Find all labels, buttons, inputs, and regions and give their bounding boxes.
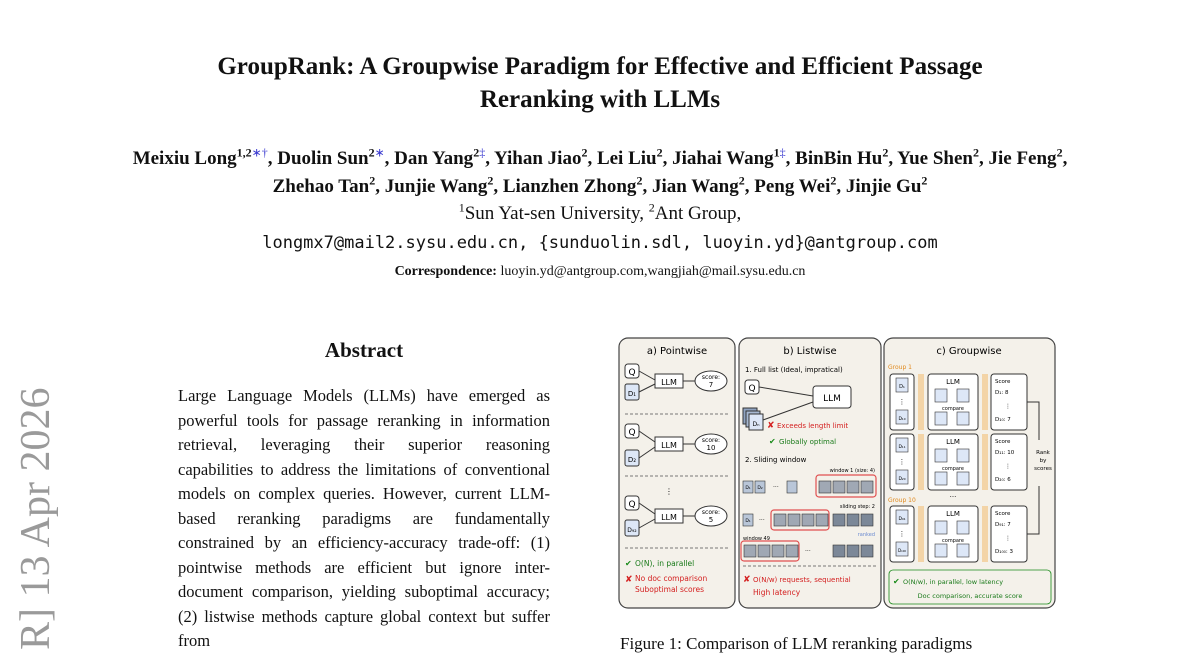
title-line-2: Reranking with LLMs bbox=[479, 86, 721, 113]
author-affil-sup: 2 bbox=[581, 145, 588, 160]
author-affil-sup: 2 bbox=[972, 145, 979, 160]
doc-tile-label: D₂ bbox=[757, 486, 763, 491]
svg-text:⋮: ⋮ bbox=[1005, 463, 1011, 470]
llm-label: LLM bbox=[661, 441, 677, 450]
check-icon: ✔ bbox=[769, 437, 776, 446]
paper-title bbox=[0, 50, 1200, 116]
ellipsis: ··· bbox=[773, 484, 779, 491]
listwise-sub-2: 2. Sliding window bbox=[745, 456, 807, 464]
doc-label: D₉₂ bbox=[627, 527, 637, 534]
author-affil-sup: 2 bbox=[368, 145, 375, 160]
rank-label-2: by bbox=[1039, 458, 1047, 464]
author-name: Jian Wang bbox=[651, 176, 739, 197]
author-name: Zhehao Tan bbox=[272, 176, 370, 197]
panel-a-title: a) Pointwise bbox=[646, 346, 708, 357]
group-doc-bottom: D₂₀ bbox=[898, 477, 906, 482]
query-label: Q bbox=[748, 384, 756, 394]
affil-org-1: Sun Yat-sen University, bbox=[464, 203, 649, 224]
doc-tile-label: D₁ bbox=[745, 519, 751, 524]
query-label: Q bbox=[628, 368, 636, 378]
svg-text:⋮: ⋮ bbox=[1005, 535, 1011, 542]
score-header: Score bbox=[995, 439, 1011, 445]
author-affil-sup: 2 bbox=[882, 145, 889, 160]
correspondence-emails: luoyin.yd@antgroup.com,wangjiah@mail.sysu.edu.cn bbox=[496, 264, 806, 279]
score-line-b: D₁₀: 7 bbox=[995, 417, 1011, 423]
score-label: score: bbox=[701, 509, 721, 516]
doc-label: D₁ bbox=[627, 390, 637, 398]
group-doc-top: D₁ bbox=[899, 384, 905, 390]
svg-text:⋮: ⋮ bbox=[898, 530, 906, 538]
check-icon: ✔ bbox=[893, 577, 900, 586]
affiliations bbox=[0, 200, 1200, 225]
window-49-label: window 49 bbox=[743, 536, 770, 542]
figure-caption: Figure 1: Comparison of LLM reranking paradigms bbox=[620, 634, 973, 653]
score-line-b: D₂₀: 6 bbox=[995, 477, 1011, 483]
llm-label: LLM bbox=[823, 394, 841, 404]
rank-label-1: Rank bbox=[1036, 450, 1050, 456]
author-name: Jiahai Wang bbox=[672, 148, 774, 169]
ellipsis: ··· bbox=[949, 493, 957, 501]
author-affil-sup: 2 bbox=[1056, 145, 1063, 160]
author-mark: ‡ bbox=[479, 145, 486, 160]
global-label: Globally optimal bbox=[779, 438, 837, 446]
listwise-con: O(N/w) requests, sequential bbox=[753, 576, 851, 584]
author-list: Meixiu Long$^{1,2∗\dagger}$, Duolin Sun$^{2∗}$, Dan Yang$^{2\ddagger}$, Yihan Jiao$^2$, Lei Liu$^2$, Jiahai Wang$^{1\ddagger}$, BinBin Hu$^2$, Yue Shen$^2$, Jie Feng$^2$, Zhehao Tan$^2$, Junjie Wang$^2$, Lianzhen Zhong$^2$, Jian Wang$^2$, Peng Wei$^2$, Jinjie Gu$^2$ bbox=[132, 145, 1068, 197]
llm-label: LLM bbox=[661, 513, 677, 522]
author-affil-sup: 2 bbox=[656, 145, 663, 160]
group-2 bbox=[890, 434, 1027, 490]
affil-org-2: Ant Group, bbox=[654, 203, 742, 224]
author-mark: ‡ bbox=[779, 145, 786, 160]
author-name: Lianzhen Zhong bbox=[502, 176, 637, 197]
llm-label: LLM bbox=[661, 378, 677, 387]
score-line-a: D₉₁: 7 bbox=[995, 522, 1011, 528]
author-affil-sup: 2 bbox=[369, 173, 376, 188]
author-mark: ∗ bbox=[374, 145, 385, 160]
group-1 bbox=[890, 374, 1027, 430]
groupwise-pro: O(N/w), in parallel, low latency bbox=[903, 578, 1004, 586]
score-line-b: D₁₀₀: 3 bbox=[995, 549, 1013, 555]
listwise-latency: High latency bbox=[753, 588, 801, 597]
author-name: Jie Feng bbox=[988, 148, 1057, 169]
svg-text:⋮: ⋮ bbox=[1005, 403, 1011, 410]
ellipsis: ··· bbox=[805, 548, 811, 555]
score-line-a: D₁₁: 10 bbox=[995, 450, 1015, 456]
score-header: Score bbox=[995, 379, 1011, 385]
listwise-sub-1: 1. Full list (Ideal, impratical) bbox=[745, 366, 843, 374]
panel-b-title: b) Listwise bbox=[783, 346, 837, 357]
doc-label: D₂ bbox=[627, 456, 637, 464]
score-value: 7 bbox=[708, 381, 714, 389]
group-llm-label: LLM bbox=[946, 438, 960, 446]
pointwise-con-1: No doc comparison bbox=[635, 574, 708, 583]
compare-label: compare bbox=[942, 466, 964, 472]
query-label: Q bbox=[628, 500, 636, 510]
score-label: score: bbox=[701, 437, 721, 444]
cross-icon: ✘ bbox=[767, 421, 775, 431]
author-affil-sup: 2 bbox=[921, 173, 928, 188]
compare-label: compare bbox=[942, 406, 964, 412]
abstract-body: Large Language Models (LLMs) have emerged as powerful tools for passage reranking in information retrieval, leveraging their superior reasoning capabilities to address the limitations of conventional models on complex queries. However, current LLM-based reranking paradigms are fundamentally constrained by an efficiency-accuracy trade-off: (1) pointwise methods are efficient but ignore inter-document comparison, yielding suboptimal accuracy; (2) listwise methods capture global context but suffer from bbox=[178, 386, 550, 650]
affil-sup-1: 1 bbox=[458, 200, 465, 215]
pointwise-con-2: Suboptimal scores bbox=[635, 585, 705, 594]
score-value: 5 bbox=[708, 516, 714, 524]
score-line-a: D₁: 8 bbox=[995, 390, 1009, 396]
correspondence bbox=[0, 264, 1200, 280]
author-affil-sup: 2 bbox=[738, 173, 745, 188]
figure-1 bbox=[617, 336, 1057, 610]
group-llm-label: LLM bbox=[946, 378, 960, 386]
group-llm-label: LLM bbox=[946, 510, 960, 518]
doc-n-label: Dₙ bbox=[752, 421, 760, 428]
doc-tile-label: D₁ bbox=[745, 486, 751, 491]
query-label: Q bbox=[628, 428, 636, 438]
author-name: Meixiu Long bbox=[132, 148, 237, 169]
step-label: sliding step: 2 bbox=[839, 504, 875, 510]
group-10 bbox=[890, 506, 1027, 562]
author-name: Dan Yang bbox=[394, 148, 474, 169]
author-affil-sup: 2 bbox=[487, 173, 494, 188]
panel-c-title: c) Groupwise bbox=[936, 346, 1002, 357]
group-doc-top: D₁₁ bbox=[898, 445, 906, 450]
author-name: Lei Liu bbox=[596, 148, 657, 169]
author-affil-sup: 1,2 bbox=[236, 145, 252, 160]
author-name: Jinjie Gu bbox=[845, 176, 922, 197]
window-1-label: window 1 (size: 4) bbox=[829, 468, 875, 474]
author-affil-sup: 2 bbox=[636, 173, 643, 188]
group-doc-bottom: D₁₀ bbox=[898, 417, 906, 422]
author-mark: ∗† bbox=[251, 145, 268, 160]
author-affil-sup: 2 bbox=[830, 173, 837, 188]
group-doc-bottom: D₁₀₀ bbox=[898, 548, 906, 553]
cross-icon: ✘ bbox=[625, 575, 633, 585]
group-10-label: Group 10 bbox=[888, 497, 916, 504]
author-affil-sup: 2 bbox=[473, 145, 480, 160]
svg-text:⋮: ⋮ bbox=[898, 458, 906, 466]
arxiv-stamp: R] 13 Apr 2026 bbox=[13, 387, 59, 650]
svg-text:⋮: ⋮ bbox=[898, 398, 906, 406]
affil-sup-2: 2 bbox=[648, 200, 655, 215]
author-name: Yihan Jiao bbox=[493, 148, 582, 169]
group-doc-top: D₉₁ bbox=[898, 517, 906, 522]
author-name: Duolin Sun bbox=[277, 148, 369, 169]
title-line-1: GroupRank: A Groupwise Paradigm for Effective and Efficient Passage bbox=[217, 53, 983, 80]
groupwise-pro-2: Doc comparison, accurate score bbox=[917, 592, 1023, 600]
group-1-label: Group 1 bbox=[888, 364, 912, 371]
author-name: Yue Shen bbox=[897, 148, 973, 169]
author-emails: longmx7@mail2.sysu.edu.cn, {sunduolin.sdl, luoyin.yd}@antgroup.com bbox=[262, 233, 938, 253]
author-name: Peng Wei bbox=[754, 176, 831, 197]
compare-label: compare bbox=[942, 538, 964, 544]
ranked-label: ranked bbox=[857, 532, 875, 538]
rank-label-3: scores bbox=[1034, 466, 1052, 472]
score-label: score: bbox=[701, 374, 721, 381]
author-name: Junjie Wang bbox=[384, 176, 488, 197]
ellipsis: ⋮ bbox=[665, 487, 673, 496]
cross-icon: ✘ bbox=[743, 575, 751, 585]
score-header: Score bbox=[995, 511, 1011, 517]
correspondence-label: Correspondence: bbox=[394, 264, 497, 279]
author-name: BinBin Hu bbox=[795, 148, 883, 169]
ellipsis: ··· bbox=[759, 517, 765, 524]
exceeds-label: Exceeds length limit bbox=[777, 422, 849, 430]
score-value: 10 bbox=[706, 444, 716, 452]
author-affil-sup: 1 bbox=[773, 145, 780, 160]
abstract-heading: Abstract bbox=[324, 338, 404, 362]
pointwise-pro: O(N), in parallel bbox=[635, 559, 695, 568]
check-icon: ✔ bbox=[625, 559, 632, 568]
